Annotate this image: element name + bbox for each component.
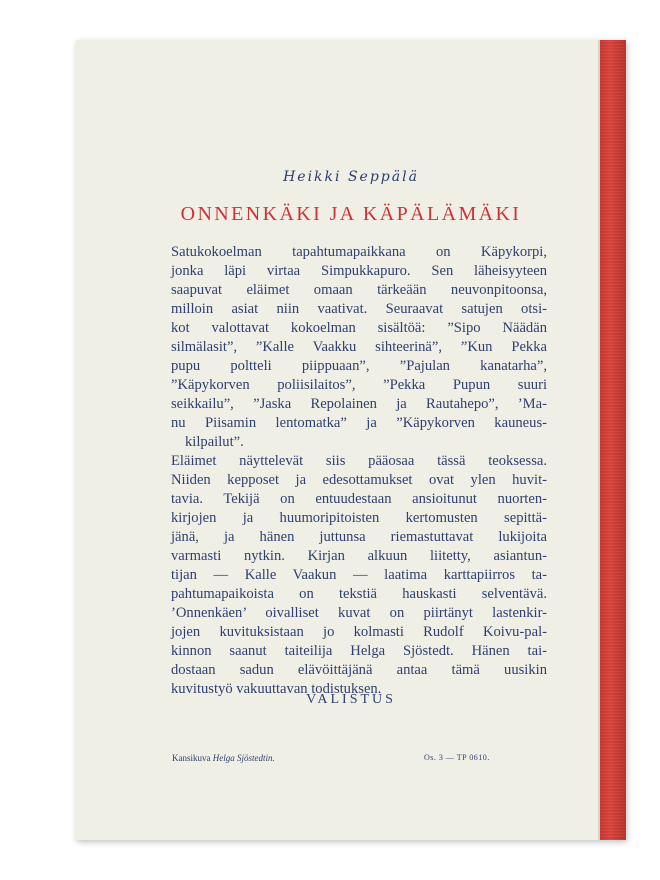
blurb-line: kuvitustyö vakuuttavan todistuksen. [171, 681, 382, 697]
red-spine [600, 40, 626, 840]
catalog-code: Os. 3 — TP 0610. [424, 753, 490, 762]
publisher-name: VALISTUS [306, 692, 396, 707]
blurb-line: milloin asiat niin vaativat. Seuraavat satujen otsi- [171, 301, 547, 317]
blurb-line: kot valottavat kokoelman sisältöä: ”Sipo Näädän [171, 320, 547, 336]
blurb-line: ”Käpykorven poliisilaitos”, ”Pekka Pupun suuri [171, 377, 547, 393]
blurb-line: ’Onnenkäen’ oivalliset kuvat on piirtänyt lastenkir- [171, 605, 547, 621]
blurb-line: varmasti nytkin. Kirjan alkuun liitetty, asiantun- [171, 548, 547, 564]
blurb-line: jojen kuvituksistaan jo kolmasti Rudolf Koivu-pal- [171, 624, 547, 640]
author-name: Heikki Seppälä [283, 169, 419, 185]
blurb-line: dostaan sadun elävöittäjänä antaa tämä uusikin [171, 662, 547, 678]
cover-credit [172, 753, 275, 763]
blurb-line: saapuvat eläimet omaan tärkeään neuvonpitoonsa, [171, 282, 547, 298]
blurb-line: kilpailut”. [185, 434, 244, 450]
credit-prefix: Kansikuva [172, 753, 211, 763]
book-back-cover [76, 40, 626, 840]
blurb-line: jonka läpi virtaa Simpukkapuro. Sen läheisyyteen [171, 263, 547, 279]
blurb-text [171, 243, 547, 699]
blurb-line: jänä, ja hänen juttunsa riemastuttavat lukijoita [171, 529, 547, 545]
blurb-line: pahtumapaikoista on tekstiä hauskasti selventävä. [171, 586, 547, 602]
blurb-line: pupu poltteli piippuaan”, ”Pajulan kanatarha”, [171, 358, 547, 374]
blurb-line: tijan — Kalle Vaakun — laatima karttapiirros ta- [171, 567, 547, 583]
blurb-line: Eläimet näyttelevät siis pääosaa tässä teoksessa. [171, 453, 547, 469]
blurb-line: kirjojen ja huumoripitoisten kertomusten sepittä- [171, 510, 547, 526]
blurb-line: Satukokoelman tapahtumapaikkana on Käpykorpi, [171, 244, 547, 260]
blurb-line: silmälasit”, ”Kalle Vaakku sihteerinä”, ”Kun Pekka [171, 339, 547, 355]
credit-artist: Helga Sjöstedtin. [212, 753, 275, 763]
book-title: ONNENKÄKI JA KÄPÄLÄMÄKI [180, 203, 522, 225]
blurb-line: tavia. Tekijä on entuudestaan ansioitunut nuorten- [171, 491, 547, 507]
blurb-line: Niiden kepposet ja edesottamukset ovat ylen huvit- [171, 472, 547, 488]
blurb-line: seikkailu”, ”Jaska Repolainen ja Rautahepo”, ’Ma- [171, 396, 547, 412]
blurb-line: nu Piisamin lentomatka” ja ”Käpykorven kauneus- [171, 415, 547, 431]
blurb-line: kinnon saanut taiteilija Helga Sjöstedt. Hänen tai- [171, 643, 547, 659]
